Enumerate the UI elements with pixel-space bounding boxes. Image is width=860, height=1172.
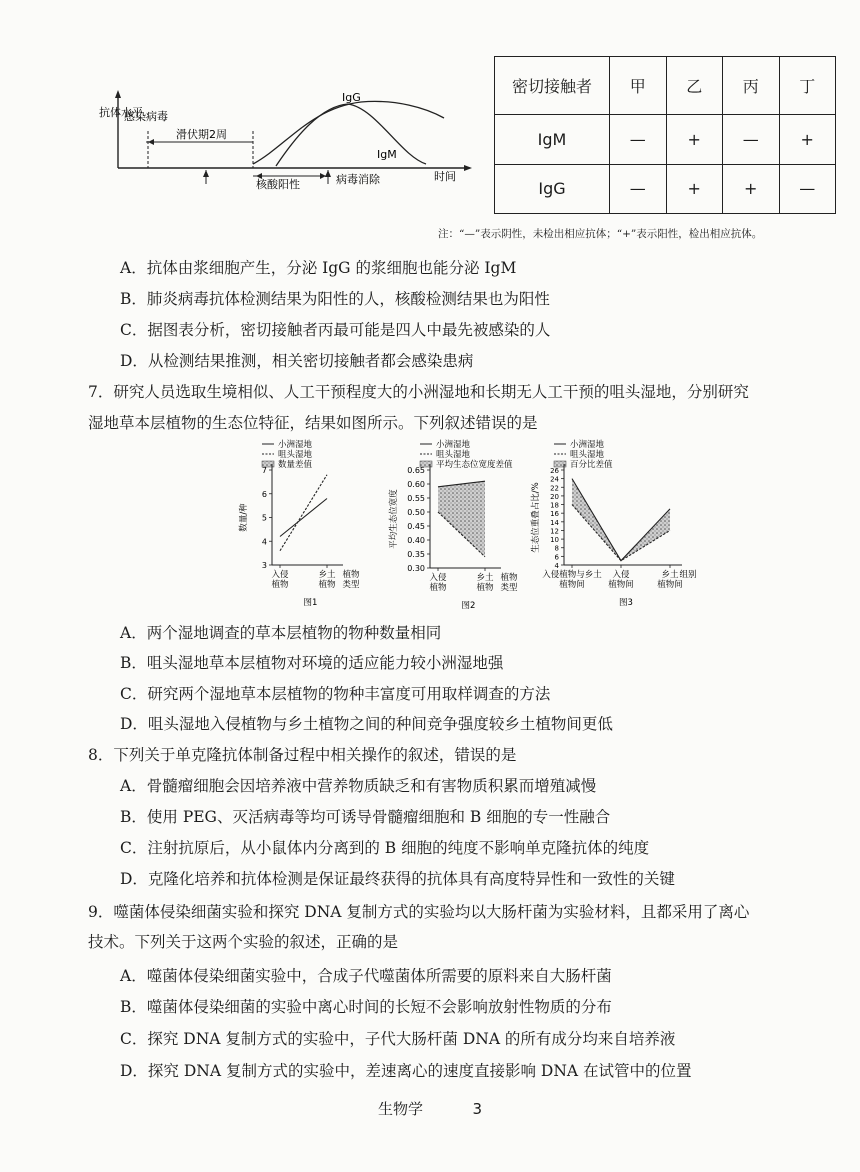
igm-label: IgM [377,148,397,161]
series-line [280,499,327,537]
y-tick-label: 26 [550,467,559,475]
q9-stem-line1: 9．噬菌体侵染细菌实验和探究 DNA 复制方式的实验均以大肠杆菌为实验材料，且都采用了离心 [88,903,750,921]
x-tick-label: 入侵植物 [429,573,447,593]
x-axis-label: 植物类型 [342,570,360,590]
time-label: 时间 [434,170,456,183]
q8-option-a: A．骨髓瘤细胞会因培养液中营养物质缺乏和有害物质积累而增殖减慢 [120,777,597,795]
header-cell: 丁 [779,57,836,115]
incubation-label: 滑伏期2周 [176,128,227,141]
q6-option-c: C．据图表分析，密切接触者丙最可能是四人中最先被感染的人 [120,321,551,339]
table-note: 注：“—”表示阴性，未检出相应抗体；“+”表示阳性，检出相应抗体。 [438,228,763,240]
q7-option-a: A．两个湿地调查的草本层植物的物种数量相同 [120,624,442,642]
y-tick-label: 3 [261,561,267,570]
q7-option-c: C．研究两个湿地草本层植物的物种丰富度可用取样调查的方法 [120,685,551,703]
y-tick-label: 4 [261,537,267,547]
x-tick-label: 入侵植物间 [608,570,634,590]
y-tick-label: 0.45 [407,522,425,531]
y-tick-label: 20 [550,492,559,501]
q7-figures [222,440,697,612]
q8-option-b: B．使用 PEG、灭活病毒等均可诱导骨髓瘤细胞和 B 细胞的专一性融合 [120,808,611,826]
x-tick-label: 乡土植物 [318,570,336,590]
y-tick-label: 16 [550,510,559,519]
table-row [495,164,836,213]
header-cell: 乙 [666,57,723,115]
cleared-label: 病毒消除 [336,173,380,186]
legend-label: 小洲湿地 [278,440,313,450]
table-cell: — [610,115,667,164]
footer-page-number: 3 [472,1100,483,1118]
y-tick-label: 6 [261,489,267,499]
contact-table [494,56,836,214]
y-tick-label: 22 [550,484,559,493]
legend-label: 咀头湿地 [278,450,313,460]
x-tick-label: 入侵植物与乡土植物间 [542,570,602,590]
header-cell: 甲 [610,57,667,115]
q6-option-a: A．抗体由浆细胞产生，分泌 IgG 的浆细胞也能分泌 IgM [120,259,517,277]
q8-option-d: D．克隆化培养和抗体检测是保证最终获得的抗体具有高度特异性和一致性的关键 [120,870,675,888]
table-header-row [495,57,836,115]
y-axis-label: 抗体水平 [99,106,143,119]
q9-option-c: C．探究 DNA 复制方式的实验中，子代大肠杆菌 DNA 的所有成分均来自培养液 [120,1030,676,1048]
y-tick-label: 5 [261,513,267,523]
y-tick-label: 0.65 [407,466,425,475]
q8-stem: 8．下列关于单克隆抗体制备过程中相关操作的叙述，错误的是 [88,746,517,764]
y-axis-label: 平均生态位宽度 [389,489,399,549]
difference-area [572,479,670,561]
igm-curve [276,104,426,166]
table-row [495,115,836,164]
legend-label: 咀头湿地 [570,450,605,460]
y-tick-label: 24 [550,475,559,484]
igg-label: IgG [342,91,361,104]
table-cell: + [666,115,723,164]
y-tick-label: 0.50 [407,508,425,517]
q9-stem-line2: 技术。下列关于这两个实验的叙述，正确的是 [88,933,399,951]
figure-caption: 图2 [461,601,476,611]
y-tick-label: 7 [261,466,267,475]
legend-label: 小洲湿地 [436,440,471,450]
figure-caption: 图1 [303,598,318,608]
series-line [280,475,327,551]
x-tick-label: 入侵植物 [271,570,289,590]
q6-option-b: B．肺炎病毒抗体检测结果为阳性的人，核酸检测结果也为阳性 [120,290,550,308]
q6-option-d: D．从检测结果推测，相关密切接触者都会感染患病 [120,352,474,370]
legend-label: 数量差值 [278,460,313,470]
x-tick-label: 乡土植物间 [657,570,683,590]
table-cell: IgG [495,164,610,213]
table-cell: + [666,164,723,213]
x-tick-label: 乡土植物 [476,573,494,593]
y-axis-label: 数量/种 [239,503,249,532]
q9-option-d: D．探究 DNA 复制方式的实验中，差速离心的速度直接影响 DNA 在试管中的位置 [120,1062,692,1080]
table-cell: + [723,164,780,213]
y-axis-arrow [115,90,121,98]
y-tick-label: 0.55 [407,494,425,503]
x-axis-arrow [464,165,472,171]
footer-subject: 生物学 [377,1100,423,1118]
table-cell: — [723,115,780,164]
header-cell: 丙 [723,57,780,115]
table-cell: — [610,164,667,213]
antibody-curve-figure [96,86,476,196]
q7-stem-line2: 湿地草本层植物的生态位特征，结果如图所示。下列叙述错误的是 [88,414,538,432]
y-tick-label: 14 [550,518,559,527]
legend-label: 平均生态位宽度差值 [436,460,513,470]
figure-1 [238,439,360,608]
q8-option-c: C．注射抗原后，从小鼠体内分离到的 B 细胞的纯度不影响单克隆抗体的纯度 [120,839,650,857]
y-tick-label: 0.40 [407,536,425,545]
y-tick-label: 0.35 [407,550,425,559]
y-tick-label: 12 [550,527,559,536]
infect-label: 感染病毒 [124,110,168,123]
table-cell: — [779,164,836,213]
y-tick-label: 0.30 [407,564,425,573]
table-cell: IgM [495,115,610,164]
q9-option-b: B．噬菌体侵染细菌的实验中离心时间的长短不会影响放射性物质的分布 [120,998,612,1016]
igg-curve [253,101,444,164]
q7-option-d: D．咀头湿地入侵植物与乡土植物之间的种间竞争强度较乡土植物间更低 [120,715,613,733]
figure-2 [388,439,518,611]
q9-option-a: A．噬菌体侵染细菌实验中，合成子代噬菌体所需要的原料来自大肠杆菌 [120,967,612,985]
figure-caption: 图3 [619,598,633,608]
page-footer [0,1098,860,1119]
legend-label: 百分比差值 [570,460,613,470]
y-tick-label: 8 [554,544,559,553]
x-axis-label: 组别 [679,570,697,580]
y-tick-label: 4 [554,562,559,570]
y-tick-label: 0.60 [407,480,425,489]
q7-option-b: B．咀头湿地草本层植物对环境的适应能力较小洲湿地强 [120,654,504,672]
legend-label: 小洲湿地 [570,440,605,450]
figure-3 [530,439,697,608]
y-tick-label: 18 [550,501,559,510]
nucleic-label: 核酸阳性 [256,178,300,191]
legend-label: 咀头湿地 [436,450,471,460]
table-cell: + [779,115,836,164]
y-tick-label: 6 [554,553,559,562]
q7-stem-line1: 7．研究人员选取生境相似、人工干预程度大的小洲湿地和长期无人工干预的咀头湿地，分别研究 [88,383,749,401]
header-cell: 密切接触者 [495,57,610,115]
y-tick-label: 10 [550,536,559,545]
y-axis-label: 生态位重叠占比/% [531,482,541,553]
x-axis-label: 植物类型 [500,573,518,593]
